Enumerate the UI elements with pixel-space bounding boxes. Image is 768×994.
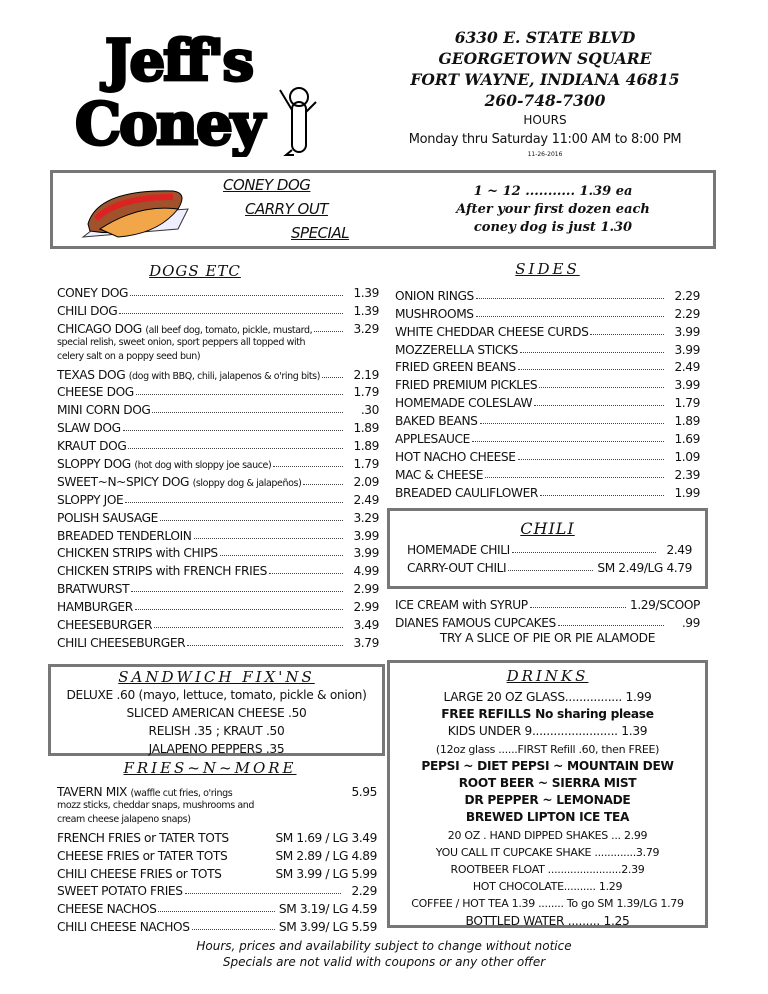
item-name xyxy=(395,414,478,428)
item-name-text: CHICKEN STRIPS with CHIPS xyxy=(57,546,218,561)
item-name-text: CHILI CHEESEBURGER xyxy=(57,635,186,650)
dot-leader xyxy=(158,911,274,912)
menu-item xyxy=(57,417,379,435)
menu-item xyxy=(57,916,377,934)
drinks-title: DRINKS xyxy=(506,667,589,685)
drink-line: BREWED LIPTON ICE TEA xyxy=(465,810,630,825)
item-name-text: SLOPPY JOE xyxy=(57,492,124,507)
item-name xyxy=(57,403,150,417)
dot-leader xyxy=(269,573,343,574)
item-name xyxy=(395,450,516,464)
special-line: 1 ~ 12 ........... 1.39 ea xyxy=(473,184,633,199)
item-price: 2.99 xyxy=(353,600,379,615)
drink-line: KIDS UNDER 9........................ 1.39 xyxy=(447,724,648,739)
menu-item xyxy=(57,364,379,382)
item-price: SM 2.89 / LG 4.89 xyxy=(275,848,377,863)
sandwich-line: RELISH .35 ; KRAUT .50 xyxy=(148,724,285,738)
item-price: 1.09 xyxy=(674,449,700,464)
item-price: 1.79 xyxy=(674,396,700,411)
item-note: (dog with BBQ, chili, jalapenos & o'ring bits) xyxy=(128,370,320,382)
item-name xyxy=(57,867,221,881)
item-description: cream cheese jalapeno snaps) xyxy=(57,813,191,825)
item-name-text: FRENCH FRIES or TATER TOTS xyxy=(57,830,229,845)
item-price: 2.49 xyxy=(674,360,700,375)
item-name xyxy=(395,325,588,339)
svg-text:Coney: Coney xyxy=(75,90,263,157)
dogs-title: DOGS ETC xyxy=(149,262,241,280)
menu-item xyxy=(57,863,377,881)
menu-item xyxy=(395,612,700,630)
special-title-line: SPECIAL xyxy=(291,224,350,242)
menu-date: 11-26-2016 xyxy=(527,151,563,158)
menu-item xyxy=(57,507,379,525)
item-name xyxy=(57,849,227,863)
item-price: 3.99 xyxy=(674,324,700,339)
drink-line: 20 OZ . HAND DIPPED SHAKES ... 2.99 xyxy=(447,828,648,842)
item-name xyxy=(395,307,474,321)
menu-item xyxy=(57,471,379,489)
item-price: 1.89 xyxy=(674,414,700,429)
item-name-text: CHICKEN STRIPS with FRENCH FRIES xyxy=(57,564,267,579)
menu-item xyxy=(395,594,700,612)
sandwich-lines xyxy=(51,686,382,758)
drink-line: YOU CALL IT CUPCAKE SHAKE .............3.79 xyxy=(435,845,660,859)
item-price: 5.95 xyxy=(351,784,377,799)
item-name xyxy=(57,304,117,318)
menu-item xyxy=(57,578,379,596)
item-name-text: FRIED GREEN BEANS xyxy=(395,360,516,375)
item-price: 1.79 xyxy=(353,385,379,400)
menu-item xyxy=(57,881,377,899)
dot-leader xyxy=(187,645,343,646)
item-name xyxy=(395,396,532,410)
item-price: 2.29 xyxy=(351,884,377,899)
dot-leader xyxy=(512,552,656,553)
drink-line: HOT CHOCOLATE.......... 1.29 xyxy=(472,880,623,894)
item-price: 1.79 xyxy=(353,457,379,472)
special-title-line: CARRY OUT xyxy=(245,200,328,218)
menu-item xyxy=(395,482,700,500)
dot-leader xyxy=(125,502,343,503)
dot-leader xyxy=(322,377,343,378)
item-name-text: SWEET POTATO FRIES xyxy=(57,884,183,899)
item-name-text: TEXAS DOG xyxy=(57,367,126,382)
menu-item xyxy=(57,614,379,632)
item-price: 3.79 xyxy=(353,635,379,650)
item-name xyxy=(57,368,320,382)
dot-leader xyxy=(534,405,664,406)
item-price: 1.99 xyxy=(674,485,700,500)
dot-leader xyxy=(480,423,664,424)
item-price: SM 3.99/ LG 5.59 xyxy=(278,920,377,935)
item-name xyxy=(395,598,528,612)
menu-item xyxy=(395,339,700,357)
item-name xyxy=(407,561,506,575)
item-name-text: CONEY DOG xyxy=(57,285,129,300)
item-name xyxy=(395,616,556,630)
item-price: SM 3.19/ LG 4.59 xyxy=(278,902,377,917)
item-name-text: CHICAGO DOG xyxy=(57,321,142,336)
menu-item xyxy=(57,596,379,614)
item-name xyxy=(57,493,123,507)
item-price: 3.29 xyxy=(353,321,379,336)
menu-item xyxy=(57,318,379,336)
item-price: 2.29 xyxy=(674,288,700,303)
item-name xyxy=(395,432,470,446)
menu-item xyxy=(57,489,379,507)
address-block xyxy=(380,27,710,159)
item-price: .30 xyxy=(360,403,379,418)
item-price: SM 3.99 / LG 5.99 xyxy=(275,866,377,881)
dot-leader xyxy=(135,609,343,610)
item-name xyxy=(407,543,510,557)
menu-item xyxy=(395,446,700,464)
address-line: GEORGETOWN SQUARE xyxy=(438,49,652,68)
dot-leader xyxy=(539,387,664,388)
item-name-text: ONION RINGS xyxy=(395,288,474,303)
item-name-text: CHILI CHEESE NACHOS xyxy=(57,920,190,935)
item-price: 3.99 xyxy=(353,528,379,543)
item-name xyxy=(57,600,133,614)
item-name-text: DIANES FAMOUS CUPCAKES xyxy=(395,615,556,630)
sandwich-line: SLICED AMERICAN CHEESE .50 xyxy=(126,706,307,720)
item-name xyxy=(57,529,192,543)
sides-title: SIDES xyxy=(515,260,580,278)
item-name-text: FRIED PREMIUM PICKLES xyxy=(395,378,538,393)
item-name-text: BRATWURST xyxy=(57,582,130,597)
dot-leader xyxy=(136,394,343,395)
sides-list xyxy=(395,285,700,500)
menu-item xyxy=(407,539,692,557)
item-price: 1.29/SCOOP xyxy=(629,597,700,612)
item-name xyxy=(57,511,158,525)
item-note: (hot dog with sloppy joe sauce) xyxy=(134,460,272,472)
menu-item xyxy=(57,435,379,453)
drink-line: ROOT BEER ~ SIERRA MIST xyxy=(458,776,637,791)
item-name-text: MOZZERELLA STICKS xyxy=(395,342,518,357)
dot-leader xyxy=(540,495,664,496)
drink-line: (12oz glass ......FIRST Refill .60, then FREE) xyxy=(435,742,660,756)
chili-title: CHILI xyxy=(520,519,575,538)
desserts-list xyxy=(395,594,700,630)
menu-item xyxy=(395,321,700,339)
hours-label: HOURS xyxy=(523,113,567,127)
dot-leader xyxy=(472,441,664,442)
item-name-text: CHEESE DOG xyxy=(57,385,134,400)
item-name-text: HOMEMADE CHILI xyxy=(407,542,510,557)
item-name xyxy=(57,286,128,300)
item-price: 2.39 xyxy=(674,467,700,482)
menu-item xyxy=(57,399,379,417)
menu-item xyxy=(57,845,377,863)
menu-item xyxy=(57,560,379,578)
jeffs-coney-logo xyxy=(70,22,350,157)
item-price: SM 2.49/LG 4.79 xyxy=(597,560,692,575)
item-name xyxy=(57,636,185,650)
phone-number: 260-748-7300 xyxy=(484,91,606,110)
dot-leader xyxy=(160,520,343,521)
item-price: 3.99 xyxy=(674,378,700,393)
menu-item xyxy=(395,303,700,321)
item-description: mozz sticks, cheddar snaps, mushrooms and xyxy=(57,799,255,811)
item-price: 1.89 xyxy=(353,439,379,454)
item-name xyxy=(57,475,301,489)
item-name xyxy=(57,322,312,336)
drink-line: PEPSI ~ DIET PEPSI ~ MOUNTAIN DEW xyxy=(421,758,674,773)
item-name-text: HOMEMADE COLESLAW xyxy=(395,396,533,411)
menu-item xyxy=(395,374,700,392)
special-line: coney dog is just 1.30 xyxy=(473,220,633,235)
item-price: 2.09 xyxy=(353,474,379,489)
item-name xyxy=(57,831,229,845)
menu-item xyxy=(395,285,700,303)
drink-line: ROOTBEER FLOAT .......................2.39 xyxy=(450,863,645,877)
chili-box xyxy=(387,508,708,589)
fries-list xyxy=(57,781,377,934)
item-name-text: MINI CORN DOG xyxy=(57,403,151,418)
dot-leader xyxy=(520,352,664,353)
dot-leader xyxy=(220,555,343,556)
item-price: 3.29 xyxy=(353,510,379,525)
hotdog-icon xyxy=(78,179,198,243)
item-name xyxy=(395,378,537,392)
drink-line: DR PEPPER ~ LEMONADE xyxy=(464,793,631,808)
dot-leader xyxy=(303,484,343,485)
coney-special-box xyxy=(50,170,716,249)
item-name xyxy=(395,486,538,500)
item-name xyxy=(57,421,121,435)
footer-disclaimer xyxy=(0,938,768,970)
dot-leader xyxy=(476,316,664,317)
item-name-text: SLAW DOG xyxy=(57,421,121,436)
item-name-text: SWEET~N~SPICY DOG xyxy=(57,474,190,489)
dot-leader xyxy=(119,313,343,314)
item-name xyxy=(57,902,156,916)
menu-item xyxy=(57,525,379,543)
dot-leader xyxy=(192,929,275,930)
menu-item xyxy=(57,898,377,916)
item-name-text: APPLESAUCE xyxy=(395,432,470,447)
item-price: 3.99 xyxy=(674,342,700,357)
item-price: 3.49 xyxy=(353,618,379,633)
sandwich-fixns-box xyxy=(48,664,385,756)
item-name-text: SLOPPY DOG xyxy=(57,457,131,472)
item-name-text: CHILI DOG xyxy=(57,303,118,318)
dot-leader xyxy=(518,459,664,460)
item-name-text: MAC & CHEESE xyxy=(395,467,484,482)
menu-item xyxy=(395,357,700,375)
item-price: 4.99 xyxy=(353,564,379,579)
item-name-text: CHILI CHEESE FRIES or TOTS xyxy=(57,866,222,881)
item-price: 2.49 xyxy=(353,492,379,507)
dot-leader xyxy=(128,448,343,449)
item-name xyxy=(57,920,190,934)
item-name xyxy=(57,785,232,799)
menu-item xyxy=(57,543,379,561)
menu-item xyxy=(57,282,379,300)
item-note: (sloppy dog & jalapeños) xyxy=(192,477,302,489)
address-line: 6330 E. STATE BLVD xyxy=(454,28,636,47)
sandwich-line: JALAPENO PEPPERS .35 xyxy=(148,742,285,756)
hours-text: Monday thru Saturday 11:00 AM to 8:00 PM xyxy=(408,132,682,147)
item-name-text: KRAUT DOG xyxy=(57,439,127,454)
item-name-text: ICE CREAM with SYRUP xyxy=(395,597,528,612)
item-name xyxy=(395,360,516,374)
item-price: 2.19 xyxy=(353,367,379,382)
dot-leader xyxy=(508,570,593,571)
sandwich-title: SANDWICH FIX'NS xyxy=(118,668,315,686)
dot-leader xyxy=(194,538,344,539)
item-name-text: CHEESEBURGER xyxy=(57,618,153,633)
menu-item xyxy=(395,464,700,482)
item-price: 1.39 xyxy=(353,303,379,318)
sandwich-line: DELUXE .60 (mayo, lettuce, tomato, pickle & onion) xyxy=(66,688,367,702)
footer-line: Hours, prices and availability subject to change without notice xyxy=(196,939,572,953)
item-price: 2.49 xyxy=(666,542,692,557)
item-name xyxy=(57,546,218,560)
item-name-text: BAKED BEANS xyxy=(395,414,478,429)
pie-note: TRY A SLICE OF PIE OR PIE ALAMODE xyxy=(439,631,656,645)
item-name xyxy=(57,457,271,471)
item-description: special relish, sweet onion, sport peppers all topped with xyxy=(57,336,306,348)
special-line: After your first dozen each xyxy=(456,202,650,217)
dot-leader xyxy=(154,627,343,628)
item-name xyxy=(57,618,152,632)
item-price: 2.29 xyxy=(674,306,700,321)
menu-item xyxy=(57,382,379,400)
item-name xyxy=(57,385,134,399)
dogs-list xyxy=(57,282,379,650)
item-name xyxy=(57,582,129,596)
item-name-text: HOT NACHO CHEESE xyxy=(395,449,516,464)
item-name-text: WHITE CHEDDAR CHEESE CURDS xyxy=(395,324,589,339)
drink-line: BOTTLED WATER ......... 1.25 xyxy=(465,913,630,928)
menu-item xyxy=(395,392,700,410)
menu-item xyxy=(57,827,377,845)
item-name-text: HAMBURGER xyxy=(57,600,133,615)
svg-text:Jeff's: Jeff's xyxy=(105,28,252,94)
special-details xyxy=(433,183,673,237)
item-name-text: TAVERN MIX xyxy=(57,784,128,799)
footer-line: Specials are not valid with coupons or any other offer xyxy=(222,955,546,969)
menu-item xyxy=(57,453,379,471)
item-price: 1.89 xyxy=(353,421,379,436)
item-name xyxy=(57,439,126,453)
dot-leader xyxy=(530,607,626,608)
item-name xyxy=(395,468,483,482)
item-name-text: MUSHROOMS xyxy=(395,306,474,321)
dot-leader xyxy=(152,412,343,413)
dot-leader xyxy=(123,430,343,431)
item-name xyxy=(57,564,267,578)
item-note: (waffle cut fries, o'rings xyxy=(130,787,233,799)
item-price: 1.69 xyxy=(674,432,700,447)
item-name-text: CHEESE NACHOS xyxy=(57,902,157,917)
item-name xyxy=(395,289,474,303)
menu-item xyxy=(395,410,700,428)
item-name-text: CARRY-OUT CHILI xyxy=(407,560,507,575)
item-name xyxy=(395,343,518,357)
item-price: 2.99 xyxy=(353,582,379,597)
drinks-box xyxy=(387,660,708,928)
menu-item xyxy=(395,428,700,446)
dot-leader xyxy=(590,334,664,335)
item-price: 3.99 xyxy=(353,546,379,561)
dot-leader xyxy=(558,625,664,626)
item-name-text: BREADED CAULIFLOWER xyxy=(395,485,538,500)
special-title-line: CONEY DOG xyxy=(223,176,311,194)
menu-item xyxy=(57,300,379,318)
dot-leader xyxy=(273,466,343,467)
item-description: celery salt on a poppy seed bun) xyxy=(57,350,201,362)
dot-leader xyxy=(131,591,343,592)
item-name-text: POLISH SAUSAGE xyxy=(57,510,158,525)
hotdog-mascot-icon xyxy=(280,88,316,155)
menu-item xyxy=(57,781,377,799)
dot-leader xyxy=(476,298,664,299)
drink-line: LARGE 20 OZ GLASS................ 1.99 xyxy=(443,690,652,704)
menu-item xyxy=(57,632,379,650)
dot-leader xyxy=(185,893,341,894)
fries-title: FRIES~N~MORE xyxy=(123,759,297,777)
item-price: 1.39 xyxy=(353,285,379,300)
item-name-text: BREADED TENDERLOIN xyxy=(57,528,192,543)
dot-leader xyxy=(518,369,664,370)
item-name xyxy=(57,884,183,898)
item-price: SM 1.69 / LG 3.49 xyxy=(275,830,377,845)
menu-item xyxy=(407,557,692,575)
item-note: (all beef dog, tomato, pickle, mustard, xyxy=(145,324,313,336)
drink-line: FREE REFILLS No sharing please xyxy=(441,707,654,722)
dot-leader xyxy=(130,295,343,296)
dot-leader xyxy=(485,477,664,478)
drink-line: COFFEE / HOT TEA 1.39 ........ To go SM 1.39/LG 1.79 xyxy=(411,897,684,911)
item-price: .99 xyxy=(681,615,700,630)
address-line: FORT WAYNE, INDIANA 46815 xyxy=(410,70,680,89)
item-name-text: CHEESE FRIES or TATER TOTS xyxy=(57,848,228,863)
dot-leader xyxy=(314,331,343,332)
